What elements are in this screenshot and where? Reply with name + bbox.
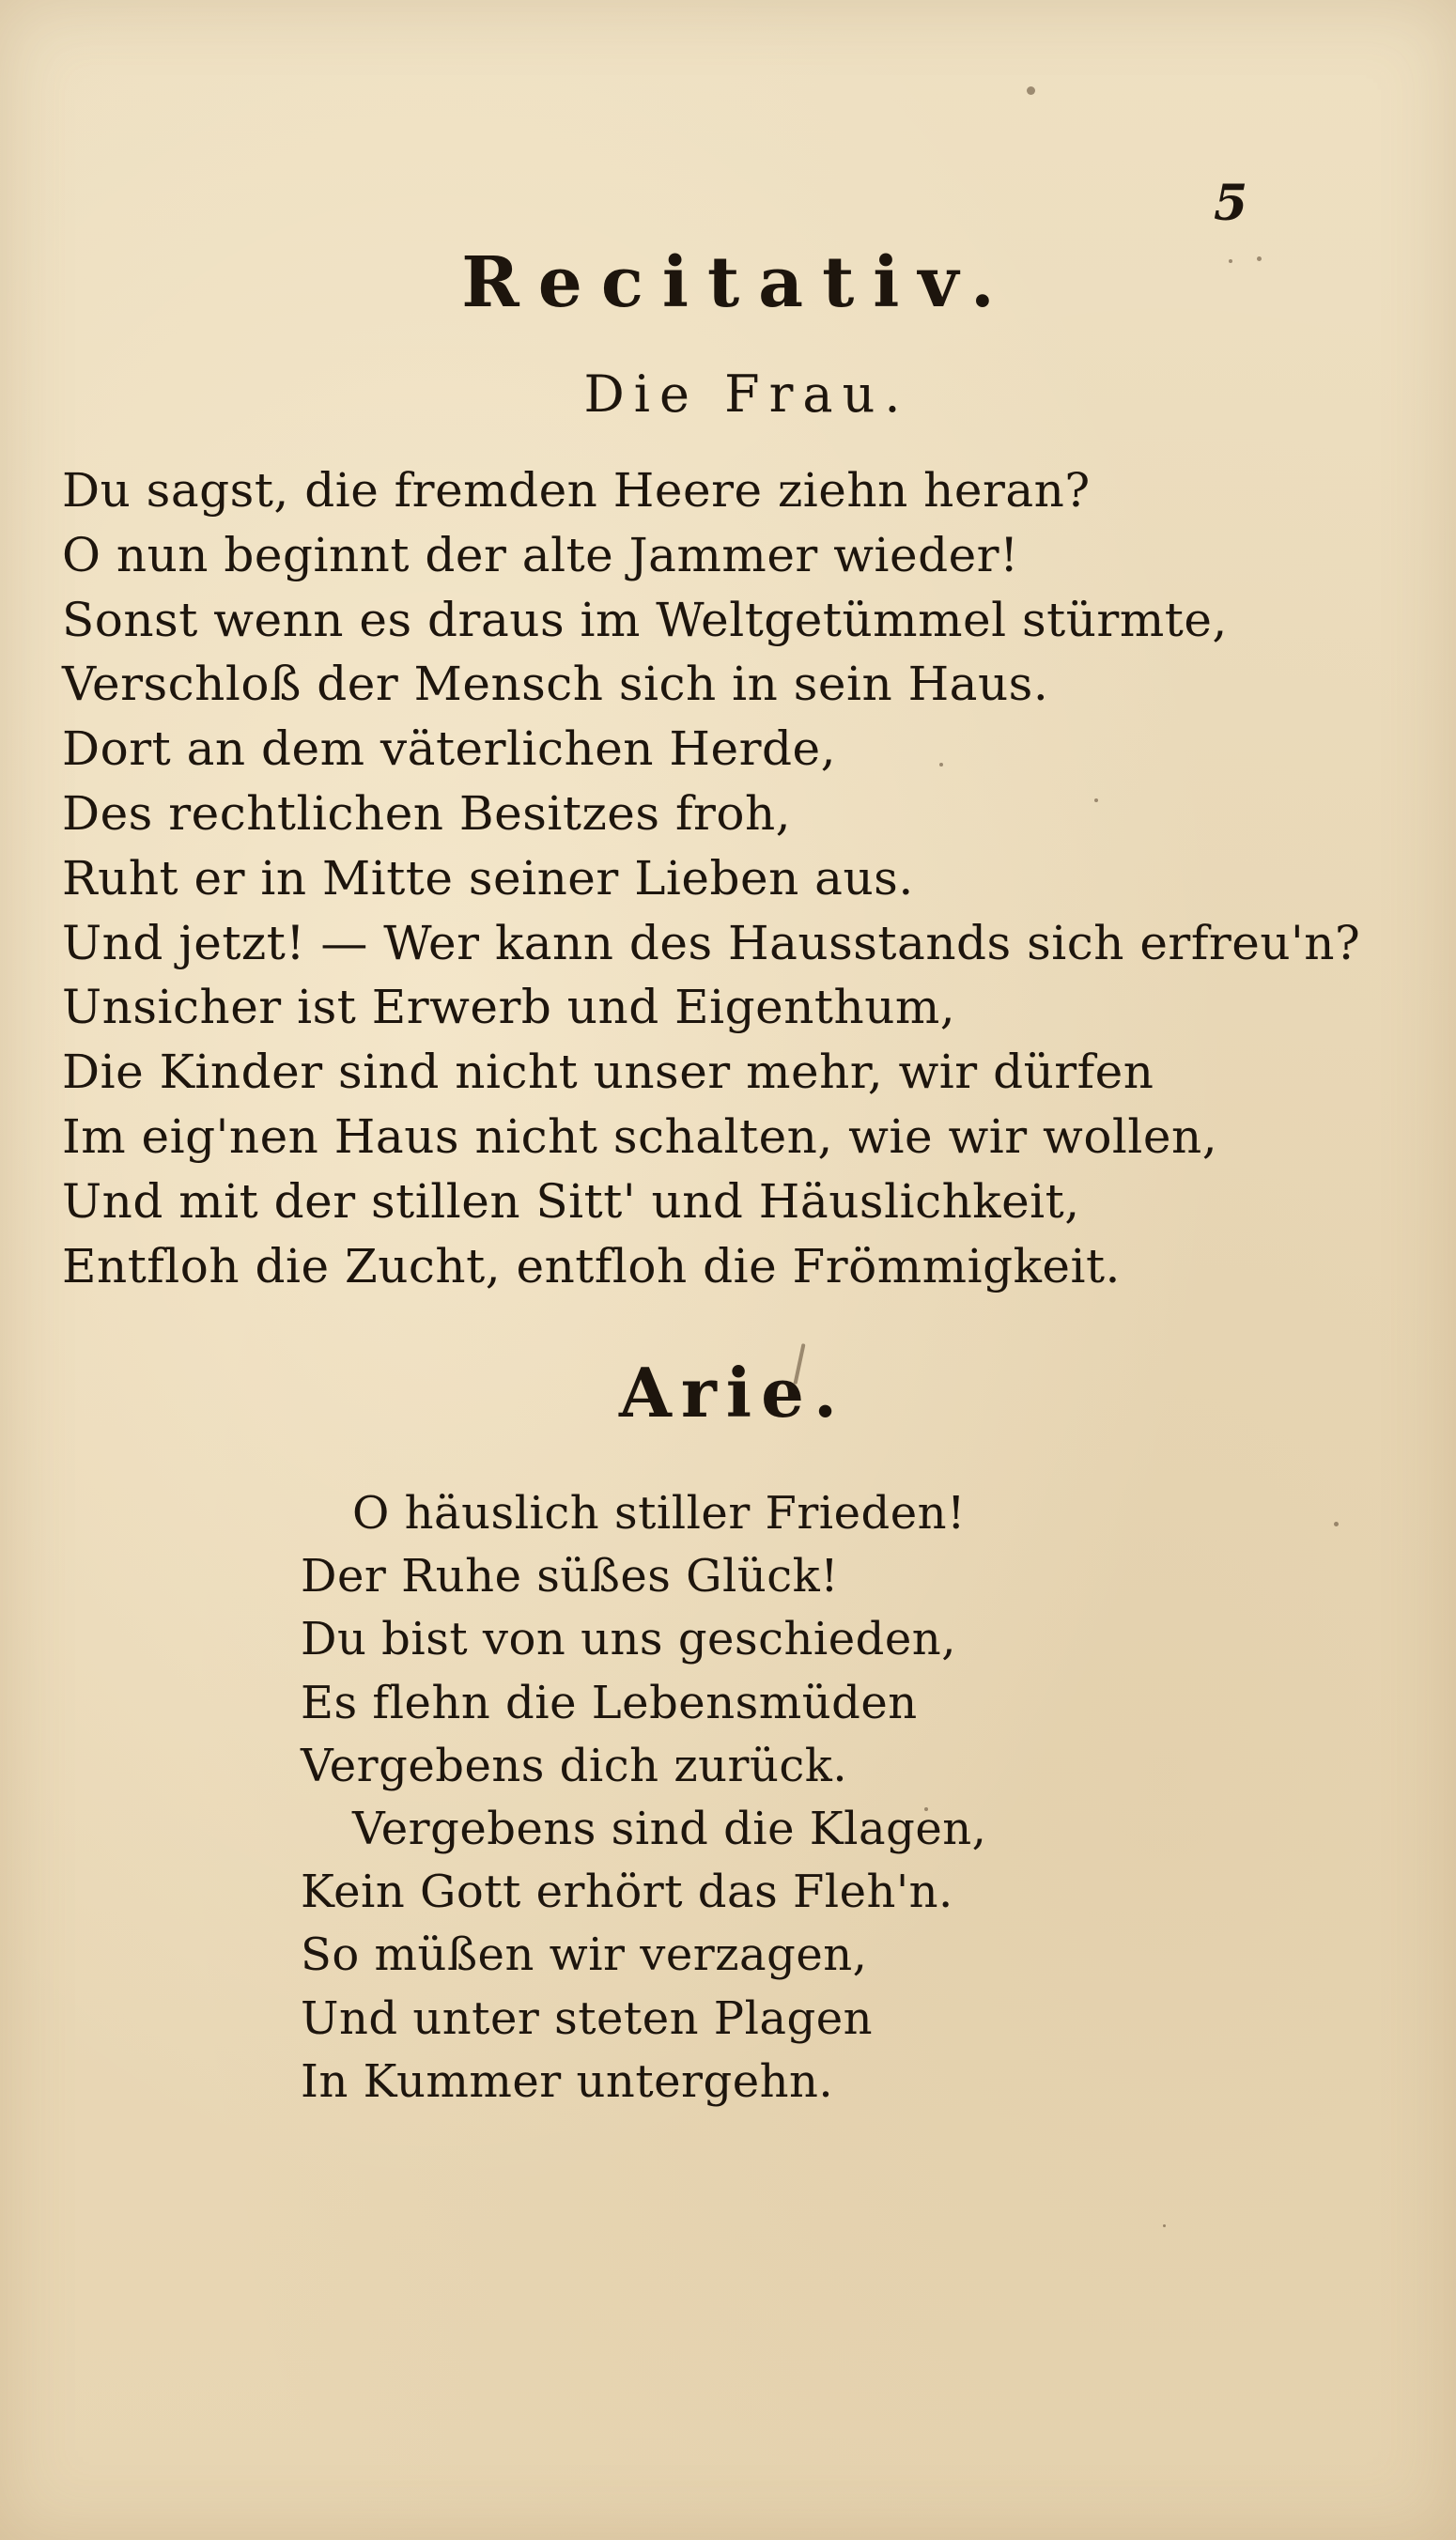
verse-line: Vergebens dich zurück. <box>301 1739 848 1792</box>
verse-line: Und jetzt! — Wer kann des Hausstands sich erfreu'n? <box>62 915 1361 970</box>
verse-line: In Kummer untergehn. <box>301 2054 834 2108</box>
paper-speck <box>1163 2224 1166 2227</box>
verse-line: Entfloh die Zucht, entfloh die Frömmigkeit. <box>62 1238 1121 1293</box>
verse-line: Verschloß der Mensch sich in sein Haus. <box>62 657 1049 712</box>
verse-line: Und mit der stillen Sitt' und Häuslichkeit, <box>62 1173 1080 1229</box>
verse-line: Dort an dem väterlichen Herde, <box>62 721 836 777</box>
page-number: 5 <box>1214 175 1248 232</box>
recitativ-verse <box>62 458 1361 1298</box>
verse-line: O häuslich stiller Frieden! <box>352 1487 966 1540</box>
arie-verse <box>301 1482 987 2114</box>
verse-line: Im eig'nen Haus nicht schalten, wie wir wollen, <box>62 1108 1218 1164</box>
verse-line: Unsicher ist Erwerb und Eigenthum, <box>62 980 956 1035</box>
verse-line: Des rechtlichen Besitzes froh, <box>62 785 792 841</box>
verse-line: So müßen wir verzagen, <box>301 1928 868 1982</box>
verse-line: Der Ruhe süßes Glück! <box>301 1550 839 1603</box>
verse-line: Die Kinder sind nicht unser mehr, wir dürfen <box>62 1045 1154 1100</box>
verse-line: Du bist von uns geschieden, <box>301 1613 956 1666</box>
verse-line: Es flehn die Lebensmüden <box>301 1676 918 1729</box>
verse-line: Ruht er in Mitte seiner Lieben aus. <box>62 850 914 906</box>
arie-title: Arie. <box>618 1353 847 1433</box>
verse-line: Sonst wenn es draus im Weltgetümmel stürmte, <box>62 592 1228 647</box>
verse-line: Du sagst, die fremden Heere ziehn heran? <box>62 463 1091 518</box>
paper-speck <box>1334 1522 1339 1526</box>
verse-line: Vergebens sind die Klagen, <box>352 1802 987 1855</box>
paper-speck <box>1027 86 1035 95</box>
verse-line: O nun beginnt der alte Jammer wieder! <box>62 527 1019 582</box>
verse-line: Kein Gott erhört das Fleh'n. <box>301 1866 953 1919</box>
recitativ-title: Recitativ. <box>461 242 1014 323</box>
verse-line: Und unter steten Plagen <box>301 1991 874 2045</box>
speaker-label: Die Frau. <box>583 364 910 424</box>
